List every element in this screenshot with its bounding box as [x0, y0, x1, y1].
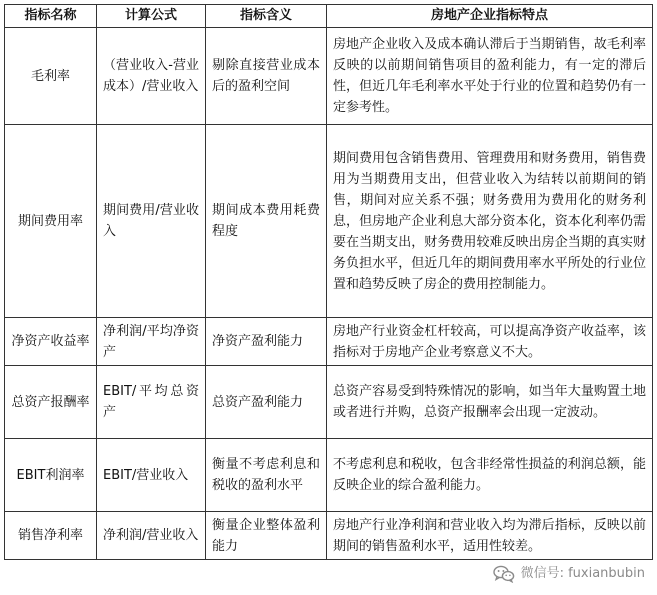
indicator-formula: 净利润/营业收入 — [97, 512, 206, 560]
indicator-formula: 期间费用/营业收入 — [97, 125, 206, 318]
indicator-meaning: 期间成本费用耗费程度 — [206, 125, 327, 318]
indicator-feature: 房地产行业资金杠杆较高，可以提高净资产收益率，该指标对于房地产企业考察意义不大。 — [327, 318, 653, 366]
header-meaning: 指标含义 — [206, 5, 327, 28]
indicator-feature: 期间费用包含销售费用、管理费用和财务费用，销售费用为当期费用支出，但营业收入为结转以前期间的销售，期间对应关系不强；财务费用为费用化的财务利息，但房地产企业利息大部分资本化，资本化利率仍需要在当期支出，财务费用较难反映出房企当期的真实财务负担水平，但近几年的期间费用率水平所处的行业位置和趋势反映了房企的费用控制能力。 — [327, 125, 653, 318]
header-formula: 计算公式 — [97, 5, 206, 28]
wechat-icon — [493, 565, 515, 583]
indicator-formula: 净利润/平均净资产 — [97, 318, 206, 366]
indicator-meaning: 衡量企业整体盈利能力 — [206, 512, 327, 560]
watermark — [493, 565, 645, 583]
header-indicator-name: 指标名称 — [5, 5, 97, 28]
indicator-meaning: 总资产盈利能力 — [206, 366, 327, 439]
indicator-name: 期间费用率 — [5, 125, 97, 318]
indicator-meaning: 衡量不考虑利息和税收的盈利水平 — [206, 439, 327, 512]
table-row — [5, 512, 653, 560]
indicator-name: 净资产收益率 — [5, 318, 97, 366]
indicator-feature: 房地产行业净利润和营业收入均为滞后指标，反映以前期间的销售盈利水平，适用性较差。 — [327, 512, 653, 560]
metrics-table — [4, 4, 653, 560]
indicator-feature: 总资产容易受到特殊情况的影响，如当年大量购置土地或者进行并购，总资产报酬率会出现一定波动。 — [327, 366, 653, 439]
table-row — [5, 439, 653, 512]
indicator-name: 总资产报酬率 — [5, 366, 97, 439]
table-row — [5, 125, 653, 318]
header-real-estate-feature: 房地产企业指标特点 — [327, 5, 653, 28]
table-header-row — [5, 5, 653, 28]
indicator-name: EBIT利润率 — [5, 439, 97, 512]
indicator-formula: EBIT/平均总资产 — [97, 366, 206, 439]
indicator-feature: 房地产企业收入及成本确认滞后于当期销售，故毛利率反映的以前期间销售项目的盈利能力，有一定的滞后性，但近几年毛利率水平处于行业的位置和趋势仍有一定参考性。 — [327, 28, 653, 125]
table-row — [5, 28, 653, 125]
indicator-meaning: 剔除直接营业成本后的盈利空间 — [206, 28, 327, 125]
indicator-formula: （营业收入-营业成本）/营业收入 — [97, 28, 206, 125]
indicator-meaning: 净资产盈利能力 — [206, 318, 327, 366]
table-row — [5, 366, 653, 439]
table-row — [5, 318, 653, 366]
indicator-formula: EBIT/营业收入 — [97, 439, 206, 512]
indicator-name: 销售净利率 — [5, 512, 97, 560]
watermark-text: 微信号: fuxianbubin — [520, 566, 645, 581]
indicator-feature: 不考虑利息和税收，包含非经常性损益的利润总额，能反映企业的综合盈利能力。 — [327, 439, 653, 512]
indicator-name: 毛利率 — [5, 28, 97, 125]
